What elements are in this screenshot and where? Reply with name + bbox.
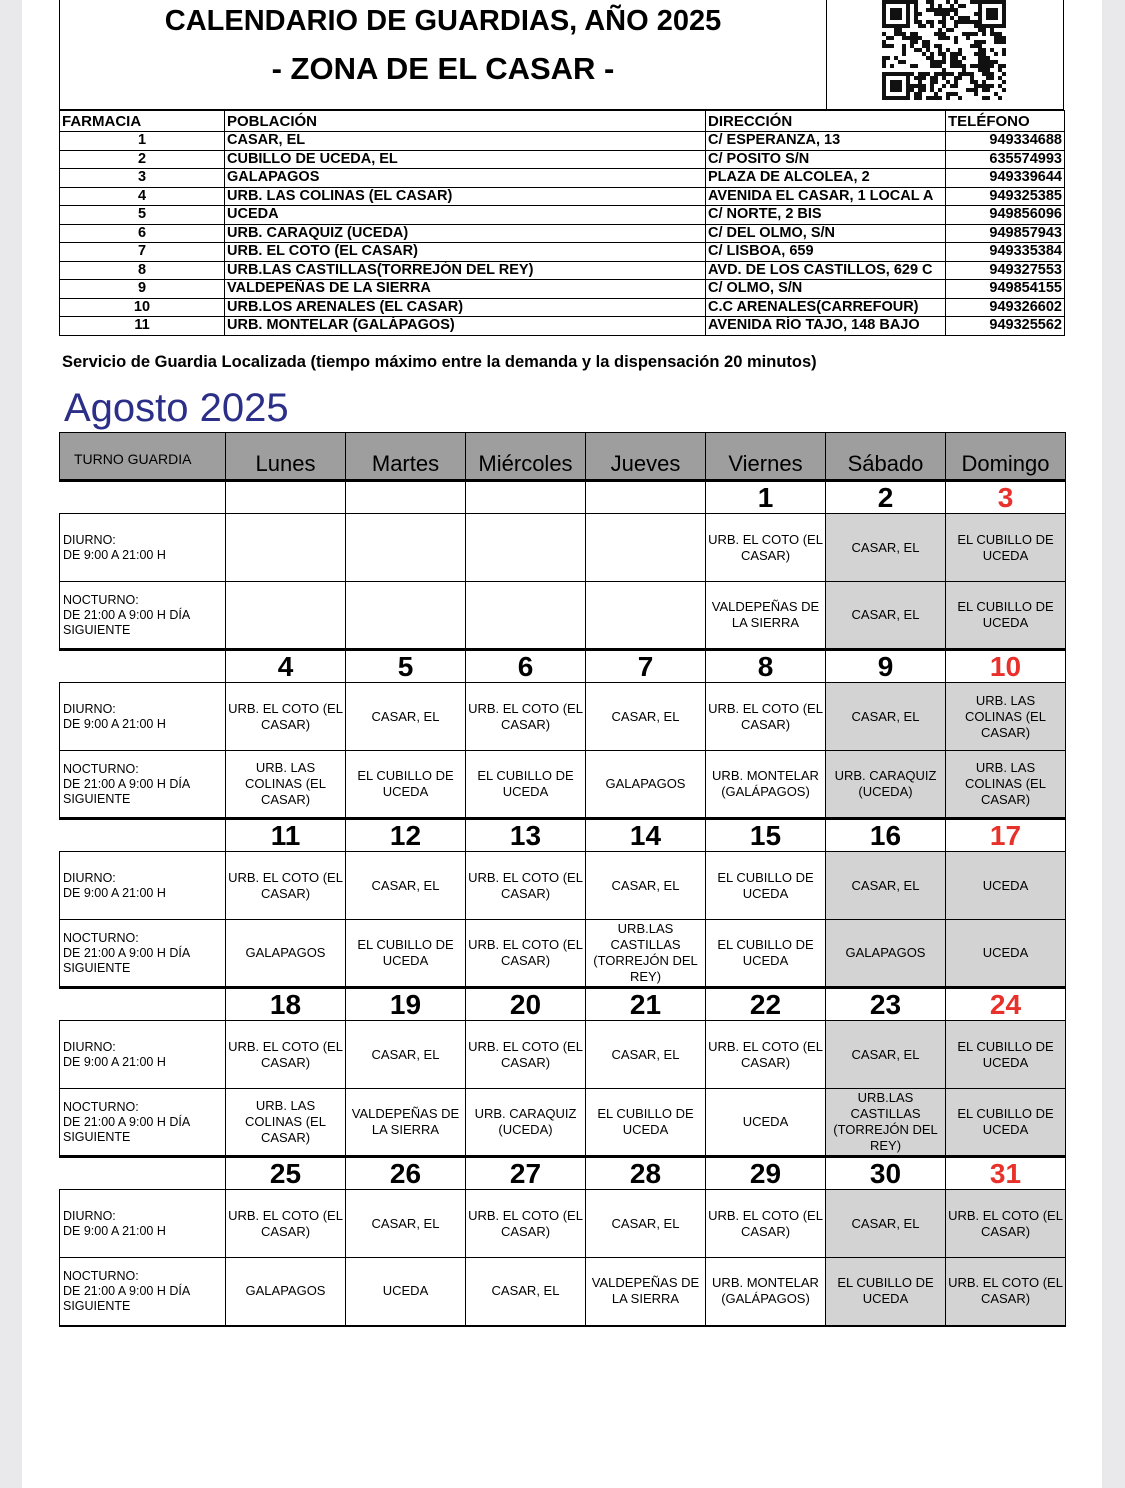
date-number-jueves: 14 <box>586 819 706 852</box>
nocturno-cell-martes: EL CUBILLO DE UCEDA <box>346 751 466 819</box>
date-number-jueves <box>586 481 706 514</box>
diurno-cell-jueves <box>586 514 706 582</box>
pharmacy-address: C/ LISBOA, 659 <box>706 243 946 262</box>
nocturno-row <box>60 1258 1066 1326</box>
pharmacy-phone: 949325562 <box>946 317 1065 336</box>
diurno-cell-sabado: CASAR, EL <box>826 852 946 920</box>
diurno-cell-domingo: URB. EL COTO (EL CASAR) <box>946 1190 1066 1258</box>
date-number-martes <box>346 481 466 514</box>
date-number-jueves: 21 <box>586 988 706 1021</box>
pharmacy-phone: 949325385 <box>946 187 1065 206</box>
nocturno-cell-viernes: EL CUBILLO DE UCEDA <box>706 920 826 988</box>
date-number-lunes: 25 <box>226 1157 346 1190</box>
document-page <box>22 0 1102 1488</box>
nocturno-label-line: NOCTURNO: <box>63 761 139 776</box>
week-date-row <box>60 988 1066 1021</box>
diurno-cell-jueves: CASAR, EL <box>586 852 706 920</box>
nocturno-cell-jueves: URB.LAS CASTILLAS (TORREJÓN DEL REY) <box>586 920 706 988</box>
pharmacy-address: AVD. DE LOS CASTILLOS, 629 C <box>706 261 946 280</box>
diurno-cell-viernes: URB. EL COTO (EL CASAR) <box>706 514 826 582</box>
pharmacy-town: URB. LAS COLINAS (EL CASAR) <box>225 187 706 206</box>
diurno-label-line: DIURNO: <box>63 1039 116 1054</box>
diurno-label <box>60 852 226 920</box>
date-number-miercoles: 20 <box>466 988 586 1021</box>
diurno-cell-viernes: EL CUBILLO DE UCEDA <box>706 852 826 920</box>
date-number-lunes <box>226 481 346 514</box>
pharmacy-address: AVENIDA EL CASAR, 1 LOCAL A <box>706 187 946 206</box>
date-number-miercoles: 13 <box>466 819 586 852</box>
nocturno-cell-sabado: CASAR, EL <box>826 582 946 650</box>
nocturno-label-line: DE 21:00 A 9:00 H DÍA <box>63 1114 191 1129</box>
nocturno-cell-miercoles: URB. EL COTO (EL CASAR) <box>466 920 586 988</box>
pharmacy-phone: 949854155 <box>946 280 1065 299</box>
nocturno-cell-sabado: GALAPAGOS <box>826 920 946 988</box>
date-number-viernes: 22 <box>706 988 826 1021</box>
nocturno-label-line: DE 21:00 A 9:00 H DÍA <box>63 945 191 960</box>
day-header-viernes: Viernes <box>706 433 826 481</box>
nocturno-cell-lunes: URB. LAS COLINAS (EL CASAR) <box>226 751 346 819</box>
nocturno-cell-martes: UCEDA <box>346 1258 466 1326</box>
pharmacy-address: C/ OLMO, S/N <box>706 280 946 299</box>
date-number-lunes: 18 <box>226 988 346 1021</box>
nocturno-cell-domingo: EL CUBILLO DE UCEDA <box>946 582 1066 650</box>
date-number-sabado: 30 <box>826 1157 946 1190</box>
diurno-label <box>60 683 226 751</box>
date-number-sabado: 16 <box>826 819 946 852</box>
nocturno-cell-domingo: URB. EL COTO (EL CASAR) <box>946 1258 1066 1326</box>
diurno-cell-viernes: URB. EL COTO (EL CASAR) <box>706 683 826 751</box>
diurno-label-line: DE 9:00 A 21:00 H <box>63 547 166 562</box>
nocturno-label <box>60 751 226 819</box>
diurno-row <box>60 683 1066 751</box>
column-header-poblacion: POBLACIÓN <box>225 111 706 132</box>
day-header-martes: Martes <box>346 433 466 481</box>
pharmacy-town: CASAR, EL <box>225 132 706 151</box>
nocturno-cell-sabado: URB.LAS CASTILLAS (TORREJÓN DEL REY) <box>826 1089 946 1157</box>
nocturno-cell-viernes: URB. MONTELAR (GALÁPAGOS) <box>706 1258 826 1326</box>
pharmacy-number: 11 <box>60 317 225 336</box>
diurno-label-line: DIURNO: <box>63 701 116 716</box>
document-title: CALENDARIO DE GUARDIAS, AÑO 2025 <box>164 5 722 37</box>
nocturno-cell-sabado: EL CUBILLO DE UCEDA <box>826 1258 946 1326</box>
diurno-label-line: DE 9:00 A 21:00 H <box>63 716 166 731</box>
diurno-cell-martes: CASAR, EL <box>346 852 466 920</box>
diurno-cell-domingo: EL CUBILLO DE UCEDA <box>946 514 1066 582</box>
pharmacy-number: 2 <box>60 150 225 169</box>
date-number-martes: 12 <box>346 819 466 852</box>
diurno-label <box>60 1190 226 1258</box>
date-number-martes: 19 <box>346 988 466 1021</box>
day-header-jueves: Jueves <box>586 433 706 481</box>
nocturno-label-line: NOCTURNO: <box>63 1099 139 1114</box>
nocturno-label <box>60 1089 226 1157</box>
week-date-spacer <box>60 481 226 514</box>
diurno-cell-miercoles: URB. EL COTO (EL CASAR) <box>466 1190 586 1258</box>
day-header-lunes: Lunes <box>226 433 346 481</box>
diurno-cell-lunes <box>226 514 346 582</box>
table-row <box>60 150 1065 169</box>
pharmacy-number: 9 <box>60 280 225 299</box>
diurno-cell-domingo: URB. LAS COLINAS (EL CASAR) <box>946 683 1066 751</box>
table-row <box>60 132 1065 151</box>
diurno-label-line: DE 9:00 A 21:00 H <box>63 1054 166 1069</box>
diurno-cell-miercoles: URB. EL COTO (EL CASAR) <box>466 852 586 920</box>
table-row <box>60 261 1065 280</box>
diurno-cell-lunes: URB. EL COTO (EL CASAR) <box>226 683 346 751</box>
diurno-cell-sabado: CASAR, EL <box>826 1021 946 1089</box>
pharmacy-table-header <box>60 111 1065 132</box>
week-date-spacer <box>60 988 226 1021</box>
date-number-sabado: 2 <box>826 481 946 514</box>
table-row <box>60 298 1065 317</box>
diurno-cell-miercoles: URB. EL COTO (EL CASAR) <box>466 1021 586 1089</box>
date-number-martes: 26 <box>346 1157 466 1190</box>
date-number-lunes: 11 <box>226 819 346 852</box>
pharmacy-number: 8 <box>60 261 225 280</box>
column-header-direccion: DIRECCIÓN <box>706 111 946 132</box>
week-date-row <box>60 1157 1066 1190</box>
pharmacy-phone: 949326602 <box>946 298 1065 317</box>
nocturno-cell-domingo: URB. LAS COLINAS (EL CASAR) <box>946 751 1066 819</box>
month-title: Agosto 2025 <box>64 386 289 430</box>
date-number-jueves: 28 <box>586 1157 706 1190</box>
pharmacy-number: 5 <box>60 206 225 225</box>
pharmacy-phone: 949856096 <box>946 206 1065 225</box>
pharmacy-phone: 635574993 <box>946 150 1065 169</box>
table-row <box>60 206 1065 225</box>
diurno-cell-sabado: CASAR, EL <box>826 1190 946 1258</box>
column-header-farmacia: FARMACIA <box>60 111 225 132</box>
date-number-viernes: 1 <box>706 481 826 514</box>
nocturno-label-line: DE 21:00 A 9:00 H DÍA <box>63 607 191 622</box>
nocturno-label <box>60 920 226 988</box>
nocturno-cell-jueves: EL CUBILLO DE UCEDA <box>586 1089 706 1157</box>
diurno-cell-viernes: URB. EL COTO (EL CASAR) <box>706 1021 826 1089</box>
pharmacy-address: C/ NORTE, 2 BIS <box>706 206 946 225</box>
pharmacy-town: URB.LOS ARENALES (EL CASAR) <box>225 298 706 317</box>
pharmacy-address: C.C ARENALES(CARREFOUR) <box>706 298 946 317</box>
diurno-label-line: DIURNO: <box>63 1208 116 1223</box>
diurno-cell-martes: CASAR, EL <box>346 1190 466 1258</box>
diurno-cell-domingo: UCEDA <box>946 852 1066 920</box>
nocturno-cell-miercoles: CASAR, EL <box>466 1258 586 1326</box>
date-number-domingo: 10 <box>946 650 1066 683</box>
nocturno-label <box>60 1258 226 1326</box>
diurno-cell-lunes: URB. EL COTO (EL CASAR) <box>226 852 346 920</box>
pharmacy-address: C/ DEL OLMO, S/N <box>706 224 946 243</box>
diurno-label-line: DE 9:00 A 21:00 H <box>63 1223 166 1238</box>
pharmacy-number: 10 <box>60 298 225 317</box>
nocturno-label <box>60 582 226 650</box>
column-header-telefono: TELÉFONO <box>946 111 1065 132</box>
date-number-miercoles: 6 <box>466 650 586 683</box>
nocturno-label-line: SIGUIENTE <box>63 791 131 806</box>
nocturno-cell-lunes: URB. LAS COLINAS (EL CASAR) <box>226 1089 346 1157</box>
week-date-spacer <box>60 1157 226 1190</box>
nocturno-label-line: NOCTURNO: <box>63 592 139 607</box>
pharmacy-address: PLAZA DE ALCOLEA, 2 <box>706 169 946 188</box>
nocturno-cell-sabado: URB. CARAQUIZ (UCEDA) <box>826 751 946 819</box>
week-date-row <box>60 650 1066 683</box>
diurno-cell-lunes: URB. EL COTO (EL CASAR) <box>226 1021 346 1089</box>
duty-calendar <box>59 432 1066 1327</box>
nocturno-cell-domingo: UCEDA <box>946 920 1066 988</box>
pharmacy-number: 3 <box>60 169 225 188</box>
day-header-domingo: Domingo <box>946 433 1066 481</box>
pharmacy-phone: 949334688 <box>946 132 1065 151</box>
nocturno-cell-jueves: VALDEPEÑAS DE LA SIERRA <box>586 1258 706 1326</box>
qr-code[interactable] <box>882 0 1008 100</box>
diurno-row <box>60 852 1066 920</box>
pharmacy-town: UCEDA <box>225 206 706 225</box>
table-row <box>60 187 1065 206</box>
nocturno-cell-martes: EL CUBILLO DE UCEDA <box>346 920 466 988</box>
date-number-jueves: 7 <box>586 650 706 683</box>
nocturno-label-line: SIGUIENTE <box>63 1298 131 1313</box>
date-number-viernes: 8 <box>706 650 826 683</box>
pharmacy-address: AVENIDA RÍO TAJO, 148 BAJO <box>706 317 946 336</box>
document-header <box>59 0 1064 110</box>
nocturno-row <box>60 1089 1066 1157</box>
nocturno-label-line: SIGUIENTE <box>63 960 131 975</box>
nocturno-cell-miercoles: EL CUBILLO DE UCEDA <box>466 751 586 819</box>
nocturno-cell-martes: VALDEPEÑAS DE LA SIERRA <box>346 1089 466 1157</box>
date-number-martes: 5 <box>346 650 466 683</box>
date-number-viernes: 29 <box>706 1157 826 1190</box>
nocturno-cell-martes <box>346 582 466 650</box>
week-date-row <box>60 819 1066 852</box>
date-number-miercoles <box>466 481 586 514</box>
date-number-domingo: 31 <box>946 1157 1066 1190</box>
nocturno-cell-lunes <box>226 582 346 650</box>
pharmacy-number: 6 <box>60 224 225 243</box>
service-note: Servicio de Guardia Localizada (tiempo máximo entre la demanda y la dispensación 20 minutos) <box>62 353 817 371</box>
diurno-cell-jueves: CASAR, EL <box>586 683 706 751</box>
diurno-label <box>60 514 226 582</box>
nocturno-label-line: NOCTURNO: <box>63 930 139 945</box>
table-row <box>60 224 1065 243</box>
pharmacy-number: 4 <box>60 187 225 206</box>
date-number-domingo: 17 <box>946 819 1066 852</box>
pharmacy-table <box>59 110 1065 336</box>
diurno-cell-domingo: EL CUBILLO DE UCEDA <box>946 1021 1066 1089</box>
nocturno-label-line: SIGUIENTE <box>63 622 131 637</box>
date-number-miercoles: 27 <box>466 1157 586 1190</box>
nocturno-cell-jueves <box>586 582 706 650</box>
document-subtitle: - ZONA DE EL CASAR - <box>271 51 615 86</box>
nocturno-cell-miercoles: URB. CARAQUIZ (UCEDA) <box>466 1089 586 1157</box>
pharmacy-phone: 949857943 <box>946 224 1065 243</box>
pharmacy-number: 7 <box>60 243 225 262</box>
diurno-row <box>60 1021 1066 1089</box>
diurno-cell-lunes: URB. EL COTO (EL CASAR) <box>226 1190 346 1258</box>
nocturno-label-line: SIGUIENTE <box>63 1129 131 1144</box>
pharmacy-town: URB.LAS CASTILLAS(TORREJÓN DEL REY) <box>225 261 706 280</box>
table-row <box>60 169 1065 188</box>
pharmacy-address: C/ ESPERANZA, 13 <box>706 132 946 151</box>
diurno-cell-viernes: URB. EL COTO (EL CASAR) <box>706 1190 826 1258</box>
date-number-domingo: 24 <box>946 988 1066 1021</box>
calendar-header-row <box>60 433 1066 481</box>
date-number-sabado: 9 <box>826 650 946 683</box>
table-row <box>60 243 1065 262</box>
nocturno-cell-jueves: GALAPAGOS <box>586 751 706 819</box>
nocturno-label-line: NOCTURNO: <box>63 1268 139 1283</box>
diurno-row <box>60 1190 1066 1258</box>
diurno-cell-jueves: CASAR, EL <box>586 1021 706 1089</box>
pharmacy-number: 1 <box>60 132 225 151</box>
pharmacy-town: URB. CARAQUIZ (UCEDA) <box>225 224 706 243</box>
date-number-lunes: 4 <box>226 650 346 683</box>
nocturno-row <box>60 582 1066 650</box>
table-row <box>60 317 1065 336</box>
qr-code-box <box>826 0 1063 110</box>
pharmacy-town: CUBILLO DE UCEDA, EL <box>225 150 706 169</box>
diurno-cell-martes: CASAR, EL <box>346 1021 466 1089</box>
nocturno-cell-viernes: UCEDA <box>706 1089 826 1157</box>
nocturno-cell-domingo: EL CUBILLO DE UCEDA <box>946 1089 1066 1157</box>
table-row <box>60 280 1065 299</box>
nocturno-cell-lunes: GALAPAGOS <box>226 920 346 988</box>
diurno-cell-martes <box>346 514 466 582</box>
pharmacy-town: VALDEPEÑAS DE LA SIERRA <box>225 280 706 299</box>
pharmacy-address: C/ POSITO S/N <box>706 150 946 169</box>
nocturno-cell-viernes: URB. MONTELAR (GALÁPAGOS) <box>706 751 826 819</box>
diurno-row <box>60 514 1066 582</box>
date-number-viernes: 15 <box>706 819 826 852</box>
diurno-cell-martes: CASAR, EL <box>346 683 466 751</box>
diurno-label-line: DIURNO: <box>63 870 116 885</box>
pharmacy-phone: 949327553 <box>946 261 1065 280</box>
date-number-domingo: 3 <box>946 481 1066 514</box>
date-number-sabado: 23 <box>826 988 946 1021</box>
diurno-cell-miercoles: URB. EL COTO (EL CASAR) <box>466 683 586 751</box>
diurno-label-line: DE 9:00 A 21:00 H <box>63 885 166 900</box>
diurno-cell-sabado: CASAR, EL <box>826 514 946 582</box>
pharmacy-town: GALAPAGOS <box>225 169 706 188</box>
nocturno-row <box>60 920 1066 988</box>
pharmacy-town: URB. EL COTO (EL CASAR) <box>225 243 706 262</box>
day-header-miercoles: Miércoles <box>466 433 586 481</box>
nocturno-label-line: DE 21:00 A 9:00 H DÍA <box>63 1283 191 1298</box>
pharmacy-phone: 949335384 <box>946 243 1065 262</box>
diurno-cell-jueves: CASAR, EL <box>586 1190 706 1258</box>
diurno-label <box>60 1021 226 1089</box>
pharmacy-phone: 949339644 <box>946 169 1065 188</box>
nocturno-label-line: DE 21:00 A 9:00 H DÍA <box>63 776 191 791</box>
turno-header: TURNO GUARDIA <box>60 433 226 481</box>
diurno-label-line: DIURNO: <box>63 532 116 547</box>
nocturno-cell-miercoles <box>466 582 586 650</box>
day-header-sabado: Sábado <box>826 433 946 481</box>
diurno-cell-sabado: CASAR, EL <box>826 683 946 751</box>
week-date-row <box>60 481 1066 514</box>
pharmacy-town: URB. MONTELAR (GALÁPAGOS) <box>225 317 706 336</box>
week-date-spacer <box>60 650 226 683</box>
nocturno-cell-lunes: GALAPAGOS <box>226 1258 346 1326</box>
diurno-cell-miercoles <box>466 514 586 582</box>
week-date-spacer <box>60 819 226 852</box>
nocturno-row <box>60 751 1066 819</box>
nocturno-cell-viernes: VALDEPEÑAS DE LA SIERRA <box>706 582 826 650</box>
